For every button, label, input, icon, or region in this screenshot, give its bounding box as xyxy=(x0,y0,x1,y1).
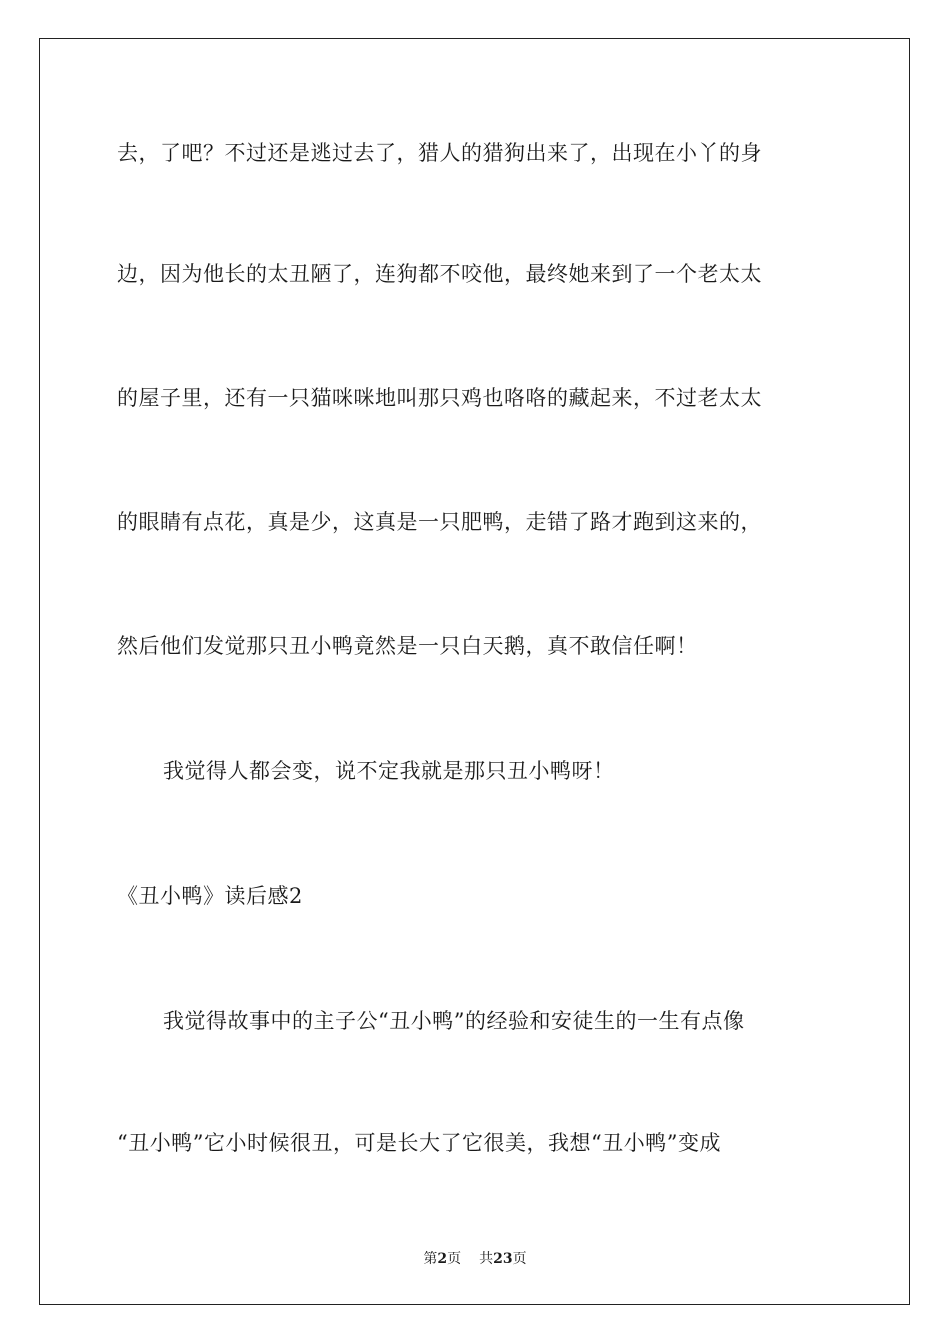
text-line: 我觉得人都会变，说不定我就是那只丑小鸭呀！ xyxy=(163,759,615,783)
text-line: 然后他们发觉那只丑小鸭竟然是一只白天鹅，真不敢信任啊！ xyxy=(117,634,698,658)
page-number: 2 xyxy=(437,1251,448,1267)
text-line: 的屋子里，还有一只猫咪咪地叫那只鸡也咯咯的藏起来，不过老太太 xyxy=(117,386,762,410)
text-line: “丑小鸭”它小时候很丑，可是长大了它很美，我想“丑小鸭”变成 xyxy=(117,1131,721,1155)
section-heading: 《丑小鸭》读后感2 xyxy=(117,884,303,908)
page-border xyxy=(39,38,910,1305)
total-suffix: 页 xyxy=(512,1251,527,1267)
text-line: 我觉得故事中的主子公“丑小鸭”的经验和安徒生的一生有点像 xyxy=(163,1009,745,1033)
text-line: 去，了吧？不过还是逃过去了，猎人的猎狗出来了，出现在小丫的身 xyxy=(117,141,762,165)
text-line: 的眼睛有点花，真是少，这真是一只肥鸭，走错了路才跑到这来的， xyxy=(117,510,762,534)
page-footer xyxy=(0,1248,950,1268)
page-prefix: 第 xyxy=(423,1251,438,1267)
total-prefix: 共 xyxy=(479,1251,494,1267)
total-pages: 23 xyxy=(493,1251,513,1267)
page-suffix: 页 xyxy=(447,1251,462,1267)
text-line: 边，因为他长的太丑陋了，连狗都不咬他，最终她来到了一个老太太 xyxy=(117,262,762,286)
